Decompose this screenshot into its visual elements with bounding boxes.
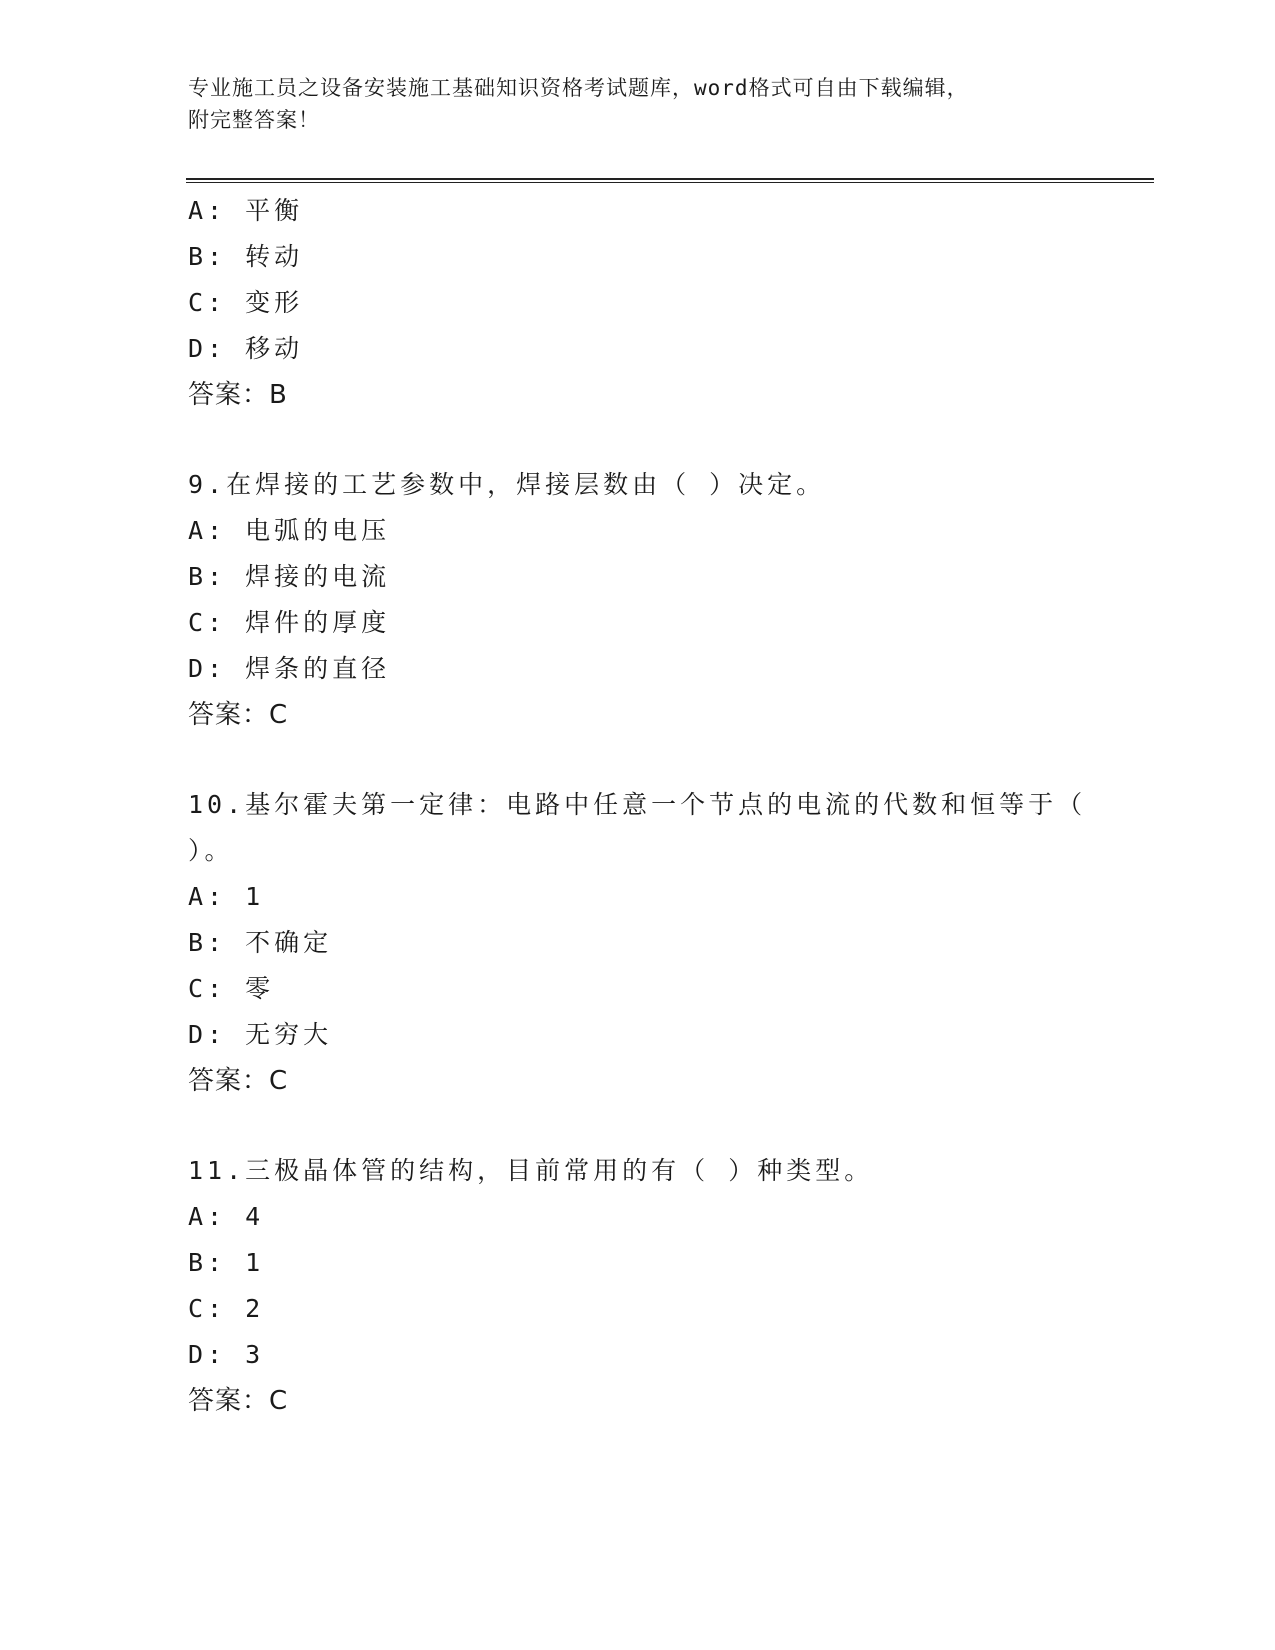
option-b: B: 1 [188,1248,265,1277]
question-stem: 9.在焊接的工艺参数中，焊接层数由（ ）决定。 [188,470,826,499]
option-a: A: 1 [188,882,265,911]
option-b: B: 焊接的电流 [188,562,391,591]
answer: 答案：C [188,1386,289,1416]
option-a: A: 平衡 [188,196,304,225]
option-a: A: 电弧的电压 [188,516,391,545]
question-10 [188,782,1118,1104]
spacer [188,1104,1118,1148]
header-divider [186,178,1154,183]
option-d: D: 焊条的直径 [188,654,391,683]
option-b: B: 不确定 [188,928,333,957]
question-8 [188,188,1118,418]
option-c: C: 焊件的厚度 [188,608,391,637]
question-stem-line-1: 10.基尔霍夫第一定律：电路中任意一个节点的电流的代数和恒等于（ [188,790,1087,819]
option-c: C: 零 [188,974,275,1003]
question-list [188,188,1118,1424]
option-b: B: 转动 [188,242,304,271]
option-d: D: 3 [188,1340,265,1369]
option-c: C: 变形 [188,288,304,317]
option-d: D: 无穷大 [188,1020,333,1049]
document-header [188,72,1088,136]
option-d: D: 移动 [188,334,304,363]
header-line-2: 附完整答案！ [188,108,320,132]
option-a: A: 4 [188,1202,265,1231]
answer: 答案：B [188,380,288,410]
question-11 [188,1148,1118,1424]
answer: 答案：C [188,1066,289,1096]
header-line-1: 专业施工员之设备安装施工基础知识资格考试题库，word格式可自由下载编辑， [188,76,969,100]
answer: 答案：C [188,700,289,730]
question-stem: 11.三极晶体管的结构，目前常用的有（ ）种类型。 [188,1156,874,1185]
option-c: C: 2 [188,1294,265,1323]
question-stem-line-2: ）。 [188,836,234,865]
spacer [188,738,1118,782]
spacer [188,418,1118,462]
question-9 [188,462,1118,738]
